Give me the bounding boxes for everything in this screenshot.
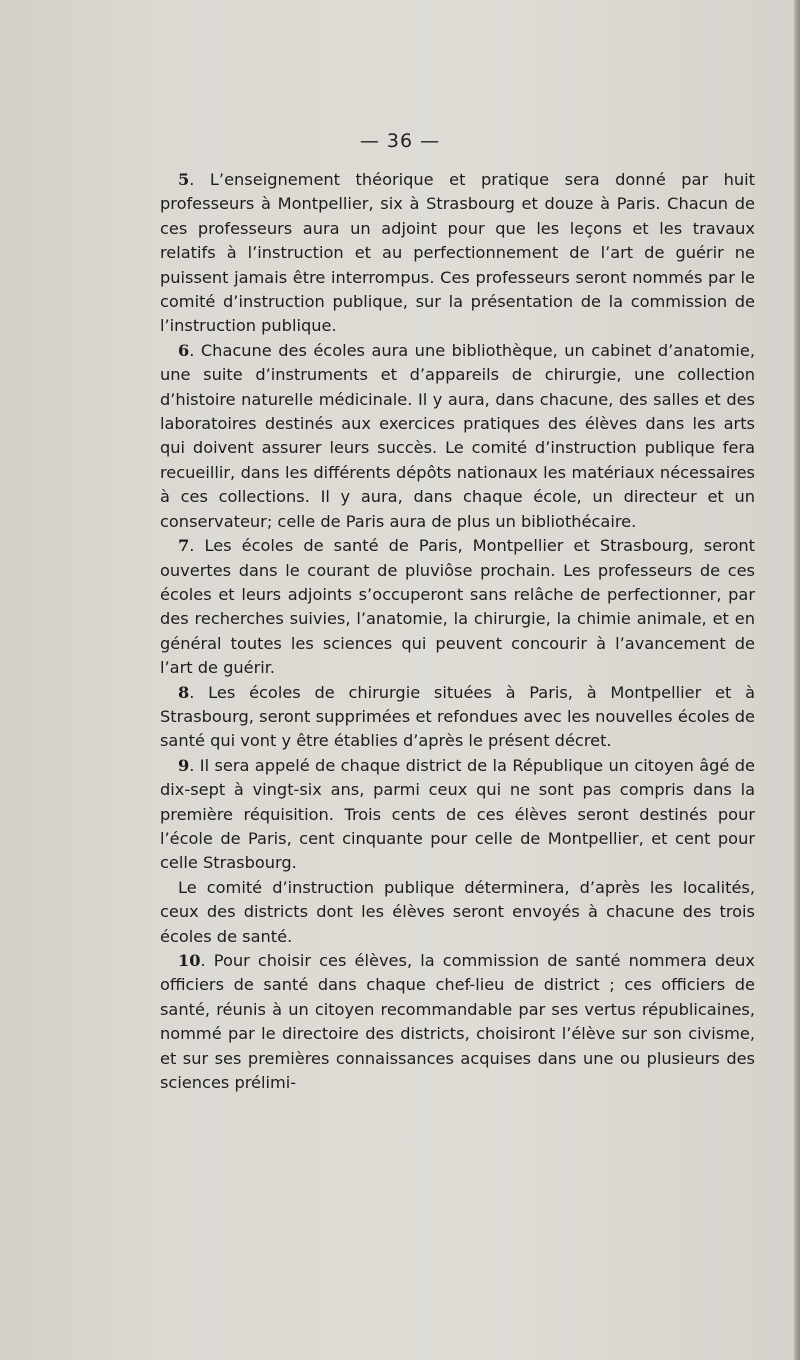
article-number: 9 (178, 755, 190, 775)
article-7 (160, 534, 755, 680)
article-number: 7 (178, 536, 190, 556)
article-9-continued (160, 876, 755, 949)
article-text: . L’enseignement théorique et pratique sera donné par huit professeurs à Montpellier, six à Strasbourg et douze à Paris. Chacun de ces professeurs aura un adjoint pour que les leçons et les travaux relatifs à l’instruction et au perfectionnement de l’art de guérir ne puissent jamais être interrompus. Ces professeurs seront nommés par le comité d’instruction publique, sur la présentation de la commission de l’instruction publique. (160, 170, 755, 336)
article-number: 8 (178, 682, 190, 702)
article-8 (160, 681, 755, 754)
article-9 (160, 754, 755, 876)
article-6 (160, 339, 755, 534)
article-number: 6 (178, 340, 190, 360)
page-number: — 36 — (359, 130, 441, 152)
article-text: . Il sera appelé de chaque district de la République un citoyen âgé de dix-sept à vingt-six ans, parmi ceux qui ne sont pas compris dans la première réquisition. Trois cents de ces élèves seront destinés pour l’école de Paris, cent cinquante pour celle de Montpellier, et cent pour celle Strasbourg. (160, 755, 755, 873)
article-text: Le comité d’instruction publique déterminera, d’après les localités, ceux des districts dont les élèves seront envoyés à chacune des trois écoles de santé. (160, 877, 755, 946)
article-text: . Chacune des écoles aura une bibliothèque, un cabinet d’anatomie, une suite d’instruments et d’appareils de chirurgie, une collection d’histoire naturelle médicinale. Il y aura, dans chacune, des salles et des laboratoires destinés aux exercices pratiques des élèves dans les arts qui doivent assurer leurs succès. Le comité d’instruction publique fera recueillir, dans les différents dépôts nationaux les matériaux nécessaires à ces collections. Il y aura, dans chaque école, un directeur et un conservateur; celle de Paris aura de plus un bibliothécaire. (160, 340, 755, 531)
article-text: . Pour choisir ces élèves, la commission de santé nommera deux officiers de santé dans chaque chef-lieu de district ; ces officiers de santé, réunis à un citoyen recommandable par ses vertus républicaines, nommé par le directoire des districts, choisiront l’élève sur son civisme, et sur ses premières connaissances acquises dans une ou plusieurs des sciences prélimi- (160, 951, 755, 1093)
article-5 (160, 168, 755, 339)
article-text: . Les écoles de santé de Paris, Montpellier et Strasbourg, seront ouvertes dans le courant de pluviôse prochain. Les professeurs de ces écoles et leurs adjoints s’occuperont sans relâche de perfectionner, par des recherches suivies, l’anatomie, la chirurgie, la chimie animale, et en général toutes les sciences qui peuvent concourir à l’avancement de l’art de guérir. (160, 536, 755, 678)
article-number: 10 (178, 951, 201, 970)
article-10 (160, 949, 755, 1095)
body-text (160, 168, 755, 1095)
article-text: . Les écoles de chirurgie situées à Paris, à Montpellier et à Strasbourg, seront supprimées et refondues avec les nouvelles écoles de santé qui vont y être établies d’après le présent décret. (160, 682, 755, 751)
page-edge-shadow (794, 0, 800, 1360)
article-number: 5 (178, 170, 190, 189)
